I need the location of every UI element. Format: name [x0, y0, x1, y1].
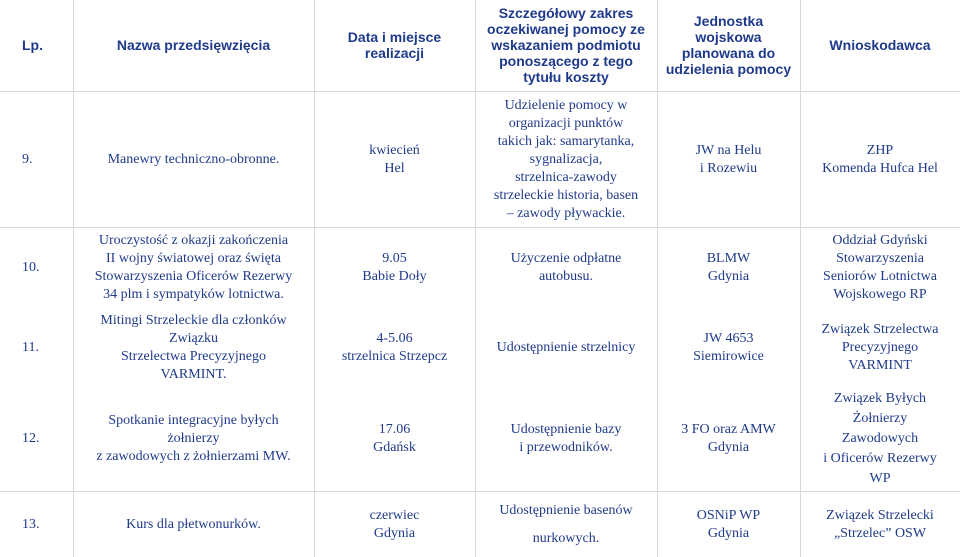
cell-data: 4-5.06 strzelnica Strzepcz: [341, 331, 448, 364]
cell-lp: 11.: [22, 340, 39, 355]
cell-zakres: Udostępnienie bazy i przewodników.: [510, 421, 622, 455]
cell-jednostka: JW 4653 Siemirowice: [693, 331, 764, 364]
cell-wnioskodawca: ZHP Komenda Hufca Hel: [822, 142, 938, 176]
cell-data: 17.06 Gdańsk: [373, 421, 416, 455]
cell-zakres: Użyczenie odpłatne autobusu.: [510, 251, 622, 284]
header-wnioskodawca: Wnioskodawca: [829, 37, 931, 53]
cell-lp: 13.: [22, 516, 40, 532]
cell-jednostka: 3 FO oraz AMW Gdynia: [681, 421, 776, 455]
cell-jednostka: BLMW Gdynia: [706, 251, 751, 284]
cell-wnioskodawca: Związek Strzelectwa Precyzyjnego VARMINT: [821, 322, 939, 373]
cell-wnioskodawca: Oddział Gdyński Stowarzyszenia Seniorów Lotnictwa Wojskowego RP: [823, 233, 937, 302]
header-lp: Lp.: [22, 37, 43, 53]
cell-nazwa: Manewry techniczno-obronne.: [107, 151, 280, 167]
cell-zakres: Udostępnienie basenów nurkowych.: [499, 502, 633, 546]
cell-data: czerwiec Gdynia: [369, 507, 420, 541]
cell-wnioskodawca: Związek Strzelecki „Strzelec” OSW: [826, 507, 934, 541]
header-jednostka: Jednostka wojskowa planowana do udzielenia pomocy: [665, 13, 792, 77]
cell-data: kwiecień Hel: [369, 142, 420, 176]
cell-nazwa: Spotkanie integracyjne byłych żołnierzy z zawodowych z żołnierzami MW.: [96, 412, 291, 464]
cell-nazwa: Kurs dla płetwonurków.: [126, 516, 261, 532]
cell-jednostka: OSNiP WP Gdynia: [696, 507, 761, 541]
cell-jednostka: JW na Helu i Rozewiu: [695, 142, 762, 176]
cell-lp: 12.: [22, 430, 40, 446]
cell-lp: 9.: [22, 151, 33, 167]
cell-wnioskodawca: Związek Byłych Żołnierzy Zawodowych i Oficerów Rezerwy WP: [823, 390, 937, 486]
header-nazwa: Nazwa przedsięwzięcia: [116, 37, 271, 53]
cell-data: 9.05 Babie Doły: [362, 251, 427, 284]
cell-zakres: Udzielenie pomocy w organizacji punktów takich jak: samarytanka, sygnalizacja, strzelnica-zawody strzeleckie historia, basen – zawody pływackie.: [493, 97, 639, 221]
header-data: Data i miejsce realizacji: [347, 29, 442, 61]
header-zakres: Szczegółowy zakres oczekiwanej pomocy ze wskazaniem podmiotu ponoszącego z tego tytułu koszty: [487, 5, 645, 85]
cell-nazwa: Mitingi Strzeleckie dla członków Związku Strzelectwa Precyzyjnego VARMINT.: [100, 313, 287, 382]
cell-nazwa: Uroczystość z okazji zakończenia II wojny światowej oraz święta Stowarzyszenia Oficerów Rezerwy 34 plm i sympatyków lotnictwa.: [94, 233, 293, 302]
cell-zakres: Udostępnienie strzelnicy: [496, 340, 636, 355]
cell-lp: 10.: [22, 260, 40, 275]
